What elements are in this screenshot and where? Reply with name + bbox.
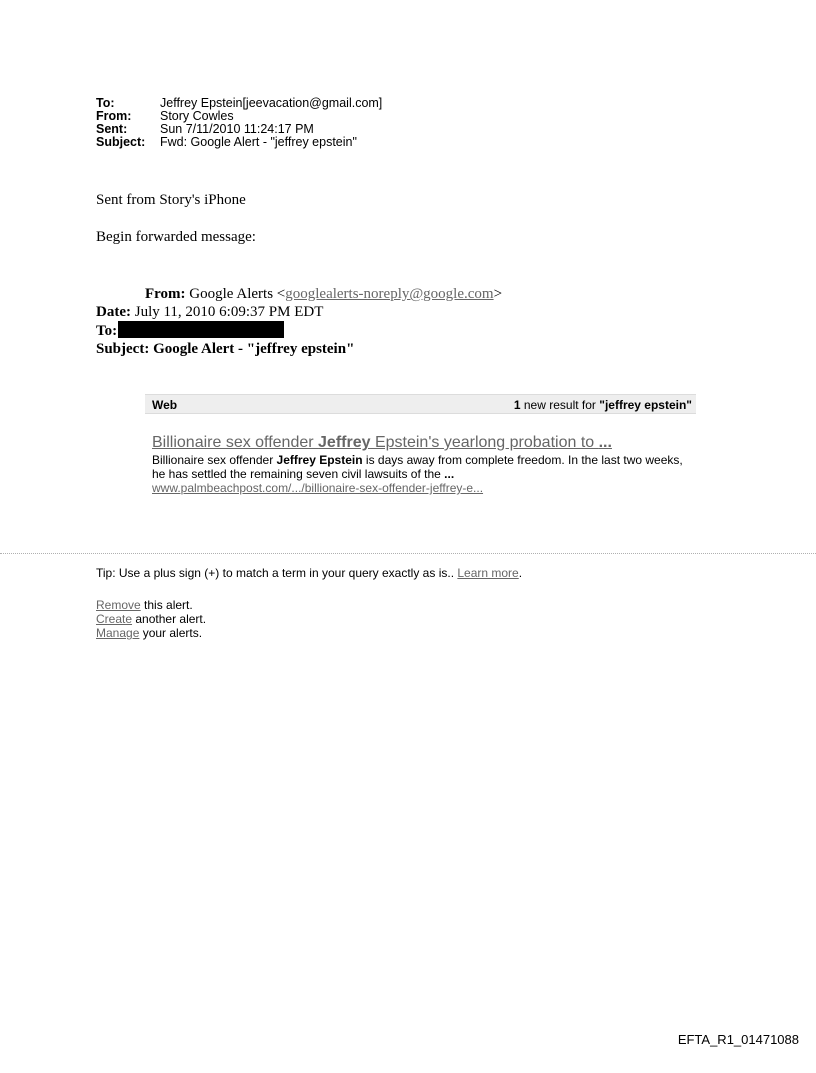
count-number: 1 [513, 398, 521, 412]
fwd-from-name: Google Alerts < [189, 286, 286, 302]
create-text: another alert. [132, 612, 207, 626]
to-label: To: [96, 96, 115, 110]
fwd-date-value: July 11, 2010 6:09:37 PM EDT [134, 304, 324, 320]
tip-text: Tip: Use a plus sign (+) to match a term in your query exactly as is.. [96, 566, 458, 580]
fwd-subject-value: Google Alert - "jeffrey epstein" [153, 341, 355, 357]
create-row [96, 612, 206, 626]
fwd-date-label: Date: [96, 304, 131, 320]
sent-label: Sent: [96, 122, 128, 136]
fwd-from-label: From: [145, 286, 186, 302]
subject-label: Subject: [96, 135, 146, 149]
from-value: Story Cowles [160, 109, 234, 123]
fwd-from-close: > [493, 286, 503, 302]
begin-forwarded-line: Begin forwarded message: [96, 229, 256, 245]
sent-value: Sun 7/11/2010 11:24:17 PM [160, 122, 314, 136]
result-count [514, 398, 692, 412]
learn-more-link[interactable]: Learn more [457, 566, 519, 580]
remove-text: this alert. [140, 598, 193, 612]
subject-value: Fwd: Google Alert - "jeffrey epstein" [160, 135, 357, 149]
fwd-subject-label: Subject: [96, 341, 150, 357]
to-value: Jeffrey Epstein[jeevacation@gmail.com] [160, 96, 383, 110]
tip-end: . [518, 566, 523, 580]
from-label: From: [96, 109, 132, 123]
title-ellipsis: ... [598, 434, 612, 451]
manage-link[interactable]: Manage [96, 626, 140, 640]
section-label: Web [152, 398, 178, 412]
remove-row [96, 598, 206, 612]
snippet-bold: Jeffrey Epstein [276, 453, 363, 467]
result-title-link[interactable] [152, 434, 692, 452]
fwd-to-label: To: [96, 323, 118, 339]
email-header [96, 97, 382, 149]
fwd-from-email-link[interactable]: googlealerts-noreply@google.com [285, 286, 494, 302]
remove-link[interactable]: Remove [96, 598, 141, 612]
redaction-block [118, 321, 284, 338]
document-id: EFTA_R1_01471088 [677, 1032, 799, 1047]
fwd-subject-row [96, 340, 502, 358]
fwd-to-row [96, 321, 502, 340]
manage-text: your alerts. [139, 626, 203, 640]
count-text: new result for [523, 398, 596, 412]
tip-line [96, 566, 522, 580]
result-snippet [152, 453, 692, 481]
forwarded-header [96, 285, 502, 358]
section-divider [0, 553, 816, 554]
fwd-date-row [96, 303, 502, 321]
alert-actions [96, 598, 206, 640]
title-pre: Billionaire sex offender [152, 434, 319, 451]
title-post: Epstein's yearlong probation to [370, 434, 599, 451]
result-url-link[interactable]: www.palmbeachpost.com/.../billionaire-sex-offender-jeffrey-e... [152, 481, 484, 495]
fwd-from-row [96, 285, 502, 303]
snippet-ellipsis: ... [444, 467, 455, 481]
search-result [152, 434, 692, 495]
snippet-pre: Billionaire sex offender [152, 453, 277, 467]
title-bold: Jeffrey [318, 434, 371, 451]
subject-row [96, 136, 382, 149]
create-link[interactable]: Create [96, 612, 133, 626]
count-query: "jeffrey epstein" [599, 398, 692, 412]
alert-section-bar [145, 394, 696, 414]
sent-from-line: Sent from Story's iPhone [96, 192, 246, 208]
snippet-post: is days away from complete freedom. In the last two weeks, he has settled the remaining seven civil lawsuits of the [152, 453, 683, 481]
manage-row [96, 626, 206, 640]
to-row [96, 97, 382, 110]
